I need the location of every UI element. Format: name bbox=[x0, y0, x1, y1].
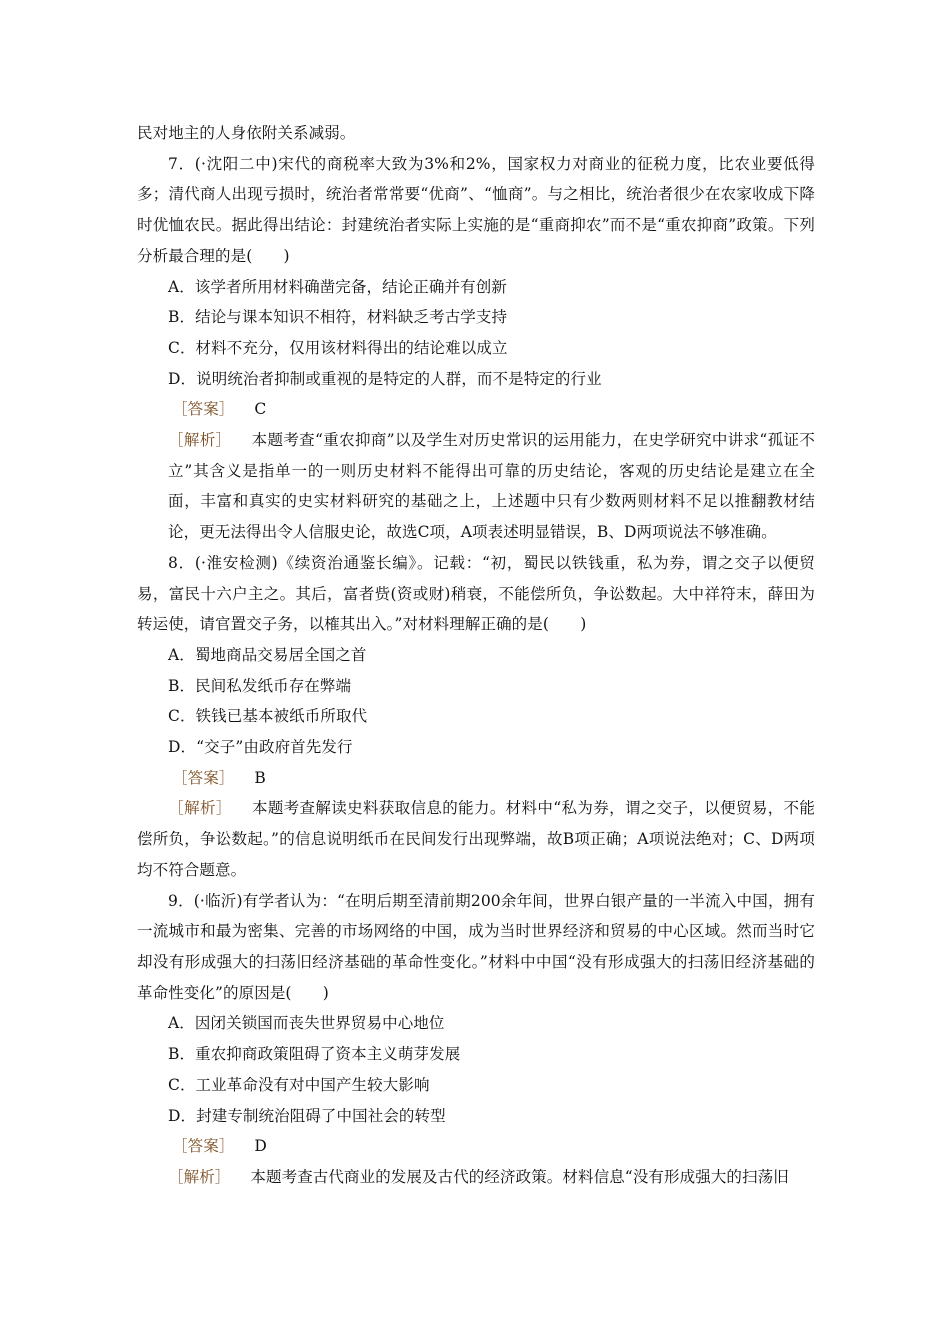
answer-tag: ［答案］ bbox=[172, 400, 235, 419]
analysis-tag: ［解析］ bbox=[168, 431, 232, 450]
option-b: B．重农抑商政策阻碍了资本主义萌芽发展 bbox=[168, 1045, 461, 1064]
question-9 bbox=[137, 886, 815, 1193]
answer-value: C bbox=[254, 400, 267, 419]
analysis-tag: ［解析］ bbox=[168, 799, 232, 818]
analysis-line bbox=[137, 1162, 815, 1193]
option-b: B．民间私发纸币存在弊端 bbox=[168, 676, 352, 695]
option-a: A．蜀地商品交易居全国之首 bbox=[168, 645, 367, 664]
answer-line bbox=[137, 394, 815, 425]
option-c: C．工业革命没有对中国产生较大影响 bbox=[168, 1075, 430, 1094]
option-d: D．说明统治者抑制或重视的是特定的人群，而不是特定的行业 bbox=[168, 369, 602, 388]
option-c: C．材料不充分，仅用该材料得出的结论难以成立 bbox=[168, 338, 508, 357]
question-stem: 8．(·淮安检测)《续资治通鉴长编》。记载：“初，蜀民以铁钱重，私为券，谓之交子以便贸易，富民十六户主之。其后，富者赀(资或财)稍衰，不能偿所负，争讼数起。大中祥符末，薛田为转运使，请官置交子务，以榷其出入。”对材料理解正确的是( ) bbox=[137, 553, 815, 634]
answer-line bbox=[137, 763, 815, 794]
answer-value: D bbox=[254, 1137, 267, 1156]
question-7 bbox=[137, 149, 815, 548]
answer-line bbox=[137, 1131, 815, 1162]
answer-value: B bbox=[254, 768, 266, 787]
answer-tag: ［答案］ bbox=[172, 768, 235, 787]
option-d: D．封建专制统治阻碍了中国社会的转型 bbox=[168, 1106, 446, 1125]
question-8 bbox=[137, 548, 815, 886]
analysis-text: 本题考查“重农抑商”以及学生对历史常识的运用能力，在史学研究中讲求“孤证不立”其含义是指单一的一则历史材料不能得出可靠的历史结论，客观的历史结论是建立在全面，丰富和真实的史实材料研究的基础之上，上述题中只有少数两则材料不足以推翻教材结论，更无法得出令人信服史论，故选C项，A项表述明显错误，B、D两项说法不够准确。 bbox=[168, 431, 815, 542]
analysis-line bbox=[137, 793, 815, 885]
option-b: B．结论与课本知识不相符，材料缺乏考古学支持 bbox=[168, 308, 508, 327]
option-a: A．该学者所用材料确凿完备，结论正确并有创新 bbox=[168, 277, 507, 296]
answer-tag: ［答案］ bbox=[172, 1137, 235, 1156]
question-stem: 7．(·沈阳二中)宋代的商税率大致为3%和2%，国家权力对商业的征税力度，比农业要低得多；清代商人出现亏损时，统治者常常要“优商”、“恤商”。与之相比，统治者很少在农家收成下降时优恤农民。据此得出结论：封建统治者实际上实施的是“重商抑农”而不是“重农抑商”政策。下列分析最合理的是( ) bbox=[137, 154, 815, 265]
intro-line: 民对地主的人身依附关系减弱。 bbox=[137, 124, 356, 142]
analysis-tag: ［解析］ bbox=[168, 1167, 231, 1186]
option-d: D．“交子”由政府首先发行 bbox=[168, 738, 353, 757]
analysis-text: 本题考查古代商业的发展及古代的经济政策。材料信息“没有形成强大的扫荡旧 bbox=[250, 1167, 789, 1186]
document-body bbox=[137, 118, 815, 1193]
analysis-line bbox=[137, 425, 815, 548]
option-a: A．因闭关锁国而丧失世界贸易中心地位 bbox=[168, 1014, 445, 1033]
question-stem: 9．(·临沂)有学者认为：“在明后期至清前期200余年间，世界白银产量的一半流入中国，拥有一流城市和最为密集、完善的市场网络的中国，成为当时世界经济和贸易的中心区域。然而当时它却没有形成强大的扫荡旧经济基础的革命性变化。”材料中中国“没有形成强大的扫荡旧经济基础的革命性变化”的原因是( ) bbox=[137, 891, 815, 1002]
analysis-text: 本题考查解读史料获取信息的能力。材料中“私为券，谓之交子，以便贸易，不能偿所负，争讼数起。”的信息说明纸币在民间发行出现弊端，故B项正确；A项说法绝对；C、D两项均不符合题意。 bbox=[137, 799, 816, 879]
option-c: C．铁钱已基本被纸币所取代 bbox=[168, 707, 368, 726]
